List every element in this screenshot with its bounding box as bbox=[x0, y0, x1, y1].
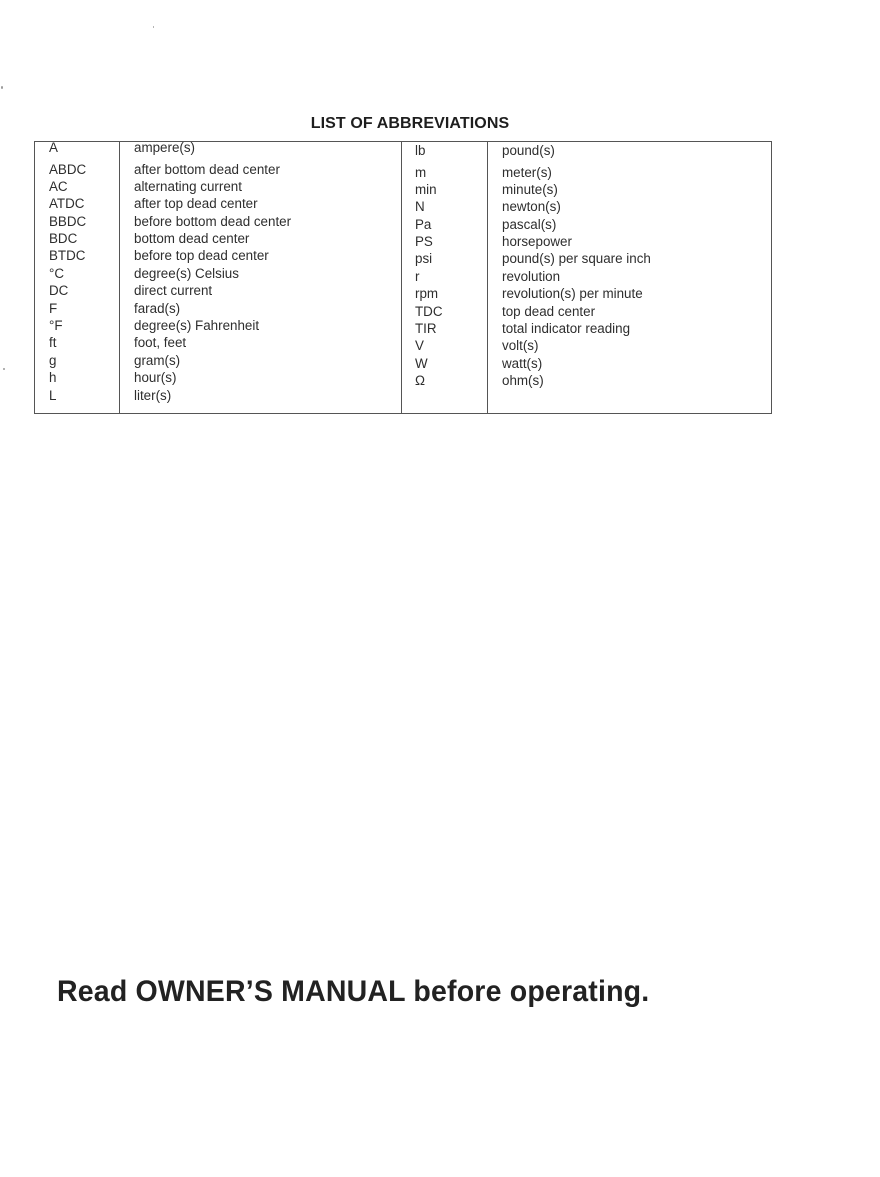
definition: revolution(s) per minute bbox=[502, 286, 643, 302]
scan-speck bbox=[153, 26, 154, 28]
owners-manual-notice: Read OWNER’S MANUAL before operating. bbox=[57, 975, 650, 1008]
abbreviation: m bbox=[415, 164, 427, 180]
abbreviation: lb bbox=[415, 143, 426, 158]
scan-speck bbox=[1, 86, 3, 89]
abbreviation: L bbox=[49, 387, 57, 403]
abbreviation: PS bbox=[415, 234, 433, 250]
definition: before bottom dead center bbox=[134, 213, 292, 229]
abbreviation: BBDC bbox=[49, 213, 87, 229]
definition: gram(s) bbox=[134, 352, 181, 368]
column-divider bbox=[487, 142, 488, 413]
definition: alternating current bbox=[134, 178, 242, 194]
abbreviation: min bbox=[415, 181, 437, 197]
right-abbreviation-column bbox=[415, 142, 443, 390]
abbreviation: ft bbox=[49, 335, 57, 351]
page-title: LIST OF ABBREVIATIONS bbox=[310, 115, 510, 132]
abbreviation: BDC bbox=[49, 231, 78, 247]
right-definition-column bbox=[502, 142, 651, 390]
abbreviation: A bbox=[49, 140, 58, 155]
definition: watt(s) bbox=[502, 355, 543, 371]
definition: minute(s) bbox=[502, 181, 558, 197]
abbreviation: F bbox=[49, 300, 58, 316]
definition: volt(s) bbox=[502, 338, 539, 354]
abbreviation: ATDC bbox=[49, 196, 85, 212]
abbreviation: N bbox=[415, 199, 425, 215]
definition: direct current bbox=[134, 283, 213, 299]
definition: pound(s) bbox=[502, 143, 555, 158]
abbreviation: Ω bbox=[415, 373, 426, 389]
abbreviation: Pa bbox=[415, 216, 432, 232]
definition: top dead center bbox=[502, 303, 596, 319]
abbreviations-table bbox=[34, 141, 772, 414]
definition: liter(s) bbox=[134, 387, 172, 403]
definition: newton(s) bbox=[502, 199, 561, 215]
abbreviation: V bbox=[415, 338, 424, 354]
definition: degree(s) Fahrenheit bbox=[134, 318, 260, 334]
definition: degree(s) Celsius bbox=[134, 265, 239, 281]
abbreviation: TDC bbox=[415, 303, 443, 319]
abbreviation: h bbox=[49, 370, 57, 386]
abbreviation: W bbox=[415, 355, 428, 371]
abbreviation: r bbox=[415, 268, 420, 284]
definition: foot, feet bbox=[134, 335, 187, 351]
abbreviation: TIR bbox=[415, 321, 437, 337]
scan-speck bbox=[3, 368, 5, 370]
left-abbreviation-column bbox=[49, 139, 86, 404]
abbreviation: ABDC bbox=[49, 161, 87, 177]
left-definition-column bbox=[134, 139, 291, 404]
column-divider bbox=[119, 142, 120, 413]
definition: pound(s) per square inch bbox=[502, 251, 651, 267]
definition: total indicator reading bbox=[502, 321, 631, 337]
definition: ampere(s) bbox=[134, 140, 196, 155]
abbreviation: rpm bbox=[415, 286, 439, 302]
definition: bottom dead center bbox=[134, 231, 250, 247]
definition: hour(s) bbox=[134, 370, 177, 386]
abbreviation: BTDC bbox=[49, 248, 86, 264]
abbreviation: g bbox=[49, 352, 57, 368]
abbreviation: psi bbox=[415, 251, 433, 267]
column-divider bbox=[401, 142, 402, 413]
definition: before top dead center bbox=[134, 248, 269, 264]
definition: after top dead center bbox=[134, 196, 258, 212]
abbreviation: °F bbox=[49, 318, 63, 334]
definition: revolution bbox=[502, 268, 561, 284]
definition: pascal(s) bbox=[502, 216, 557, 232]
definition: farad(s) bbox=[134, 300, 181, 316]
definition: after bottom dead center bbox=[134, 161, 280, 177]
abbreviation: AC bbox=[49, 178, 68, 194]
abbreviation: °C bbox=[49, 265, 65, 281]
definition: meter(s) bbox=[502, 164, 552, 180]
definition: horsepower bbox=[502, 234, 572, 250]
definition: ohm(s) bbox=[502, 373, 544, 389]
abbreviation: DC bbox=[49, 283, 69, 299]
